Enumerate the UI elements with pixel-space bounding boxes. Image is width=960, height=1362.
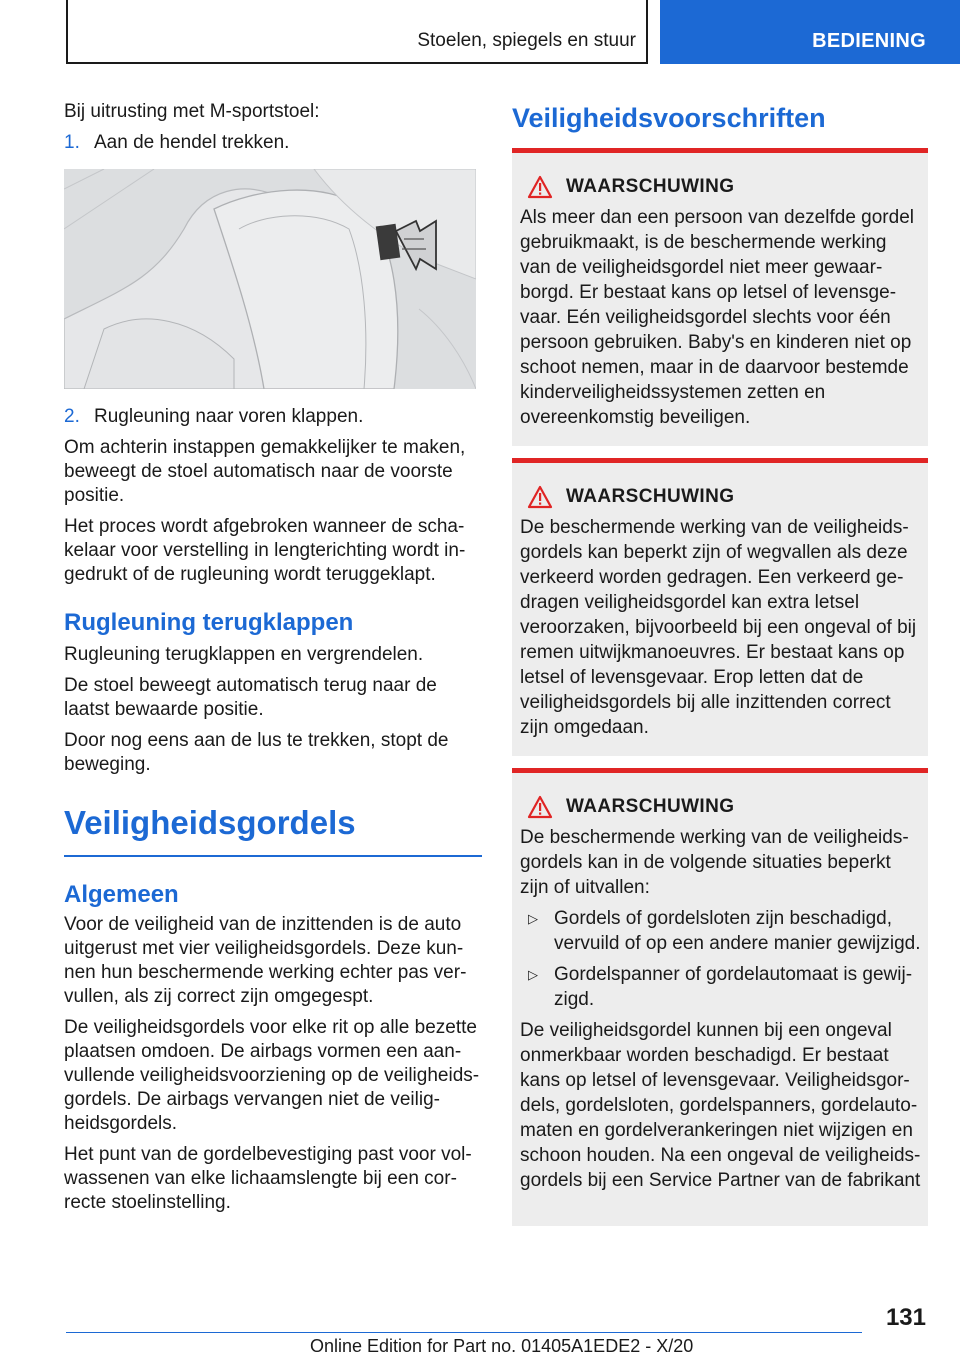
bullet-triangle-icon: ▷	[528, 911, 538, 926]
footer-rule	[66, 1332, 862, 1333]
right-column	[512, 100, 928, 1226]
warning-triangle-icon	[520, 175, 560, 199]
footer-edition: Online Edition for Part no. 01405A1EDE2 - X/20	[310, 1336, 694, 1356]
step-2	[64, 405, 482, 429]
list-item-text: Gordelspanner of gordelautomaat is gewijzigd.	[554, 964, 913, 1010]
heading-rule	[64, 855, 482, 857]
header-chapter-tab	[660, 0, 960, 64]
left-column	[64, 100, 482, 1222]
seat-illustration-svg	[64, 169, 476, 389]
heading-veiligheidsvoorschriften: Veiligheidsvoorschriften	[512, 103, 826, 133]
paragraph-fold-back: Rugleuning terugklappen en vergrendelen.	[64, 644, 424, 665]
list-item	[520, 906, 922, 956]
header-section-title: Stoelen, spiegels en stuur	[417, 30, 636, 51]
warning-intro: De beschermende werking van de veiligheidsgordels kan in de volgende situaties beperkt zijn of uitvallen:	[520, 827, 909, 898]
paragraph-stop-movement: Door nog eens aan de lus te trekken, stopt de beweging.	[64, 730, 449, 775]
heading-algemeen: Algemeen	[64, 881, 179, 908]
warning-triangle-icon	[520, 485, 560, 509]
page-number: 131	[885, 1304, 926, 1331]
paragraph-wear-belts: De veiligheidsgordels voor elke rit op alle bezette plaatsen omdoen. De airbags vormen een aanvullende veiligheidsvoorziening op de veiligheidsgordels. De airbags vervangen niet de veiligheidsgordels.	[64, 1017, 480, 1134]
paragraph-return-position: De stoel beweegt automatisch terug naar de laatst bewaarde positie.	[64, 675, 437, 720]
list-item	[520, 962, 922, 1012]
warning-title: WAARSCHUWING	[566, 796, 735, 817]
paragraph-belt-anchor: Het punt van de gordelbevestiging past voor volwassenen van elke lichaamslengte bij een correcte stoelinstelling.	[64, 1144, 472, 1213]
seat-lever-illustration	[64, 169, 476, 389]
list-item-text: Gordels of gordelsloten zijn beschadigd, vervuild of op een andere manier gewijzigd.	[554, 908, 921, 954]
step-number: 1.	[64, 132, 80, 153]
warning-box-3	[512, 768, 928, 1226]
warning-title: WAARSCHUWING	[566, 176, 735, 197]
warning-box-2	[512, 458, 928, 756]
warning-triangle-icon	[520, 795, 560, 819]
intro-text: Bij uitrusting met M-sportstoel:	[64, 101, 320, 122]
paragraph-abort: Het proces wordt afgebroken wanneer de schakelaar voor verstelling in lengterichting wordt ingedrukt of de rugleuning wordt teruggeklapt.	[64, 516, 466, 585]
warning-title: WAARSCHUWING	[566, 486, 735, 507]
heading-rugleuning-terugklappen: Rugleuning terugklappen	[64, 609, 354, 636]
warning-text: Als meer dan een persoon van dezelfde gordel gebruikmaakt, is de beschermende werking van de veiligheidsgordel niet meer gewaarborgd. Er bestaat kans op letsel of levensgevaar. Eén veiligheidsgordel slechts voor één persoon gebruiken. Baby's en kinderen niet op schoot nemen, maar in de daarvoor bestemde kinderveiligheidssystemen zetten en overeenkomstig beveiligen.	[520, 207, 914, 428]
step-number: 2.	[64, 406, 80, 427]
paragraph-four-belts: Voor de veiligheid van de inzittenden is de auto uitgerust met vier veiligheidsgordels. Deze kunnen hun beschermende werking echter pas vervullen, als zij correct zijn omgegespt.	[64, 914, 467, 1007]
header-section-tab	[66, 0, 648, 64]
paragraph-entry-assist: Om achterin instappen gemakkelijker te maken, beweegt de stoel automatisch naar de voorste positie.	[64, 437, 466, 506]
step-1	[64, 131, 482, 155]
warning-text: De veiligheidsgordel kunnen bij een ongeval onmerkbaar worden beschadigd. Er bestaat kans op letsel of levensgevaar. Veiligheidsgordels, gordelsloten, gordelspanners, gordelautomaten en gordelverankeringen niet wijzigen en schoon houden. Na een ongeval de veiligheidsgordels bij een Service Partner van de fabrikant	[520, 1020, 921, 1191]
warning-box-1	[512, 148, 928, 446]
bullet-triangle-icon: ▷	[528, 967, 538, 982]
header-chapter-title: BEDIENING	[812, 30, 926, 52]
step-text: Aan de hendel trekken.	[94, 132, 290, 153]
heading-veiligheidsgordels: Veiligheidsgordels	[64, 804, 356, 841]
step-text: Rugleuning naar voren klappen.	[94, 406, 364, 427]
warning-text: De beschermende werking van de veiligheidsgordels kan beperkt zijn of wegvallen als deze verkeerd worden gedragen. Een verkeerd gedragen veiligheidsgordel kan extra letsel veroorzaken, bijvoorbeeld bij een ongeval of bij remen uitwijkmanoeuvres. Er bestaat kans op letsel of levensgevaar. Erop letten dat de veiligheidsgordels bij alle inzittenden correct zijn omgedaan.	[520, 517, 917, 738]
